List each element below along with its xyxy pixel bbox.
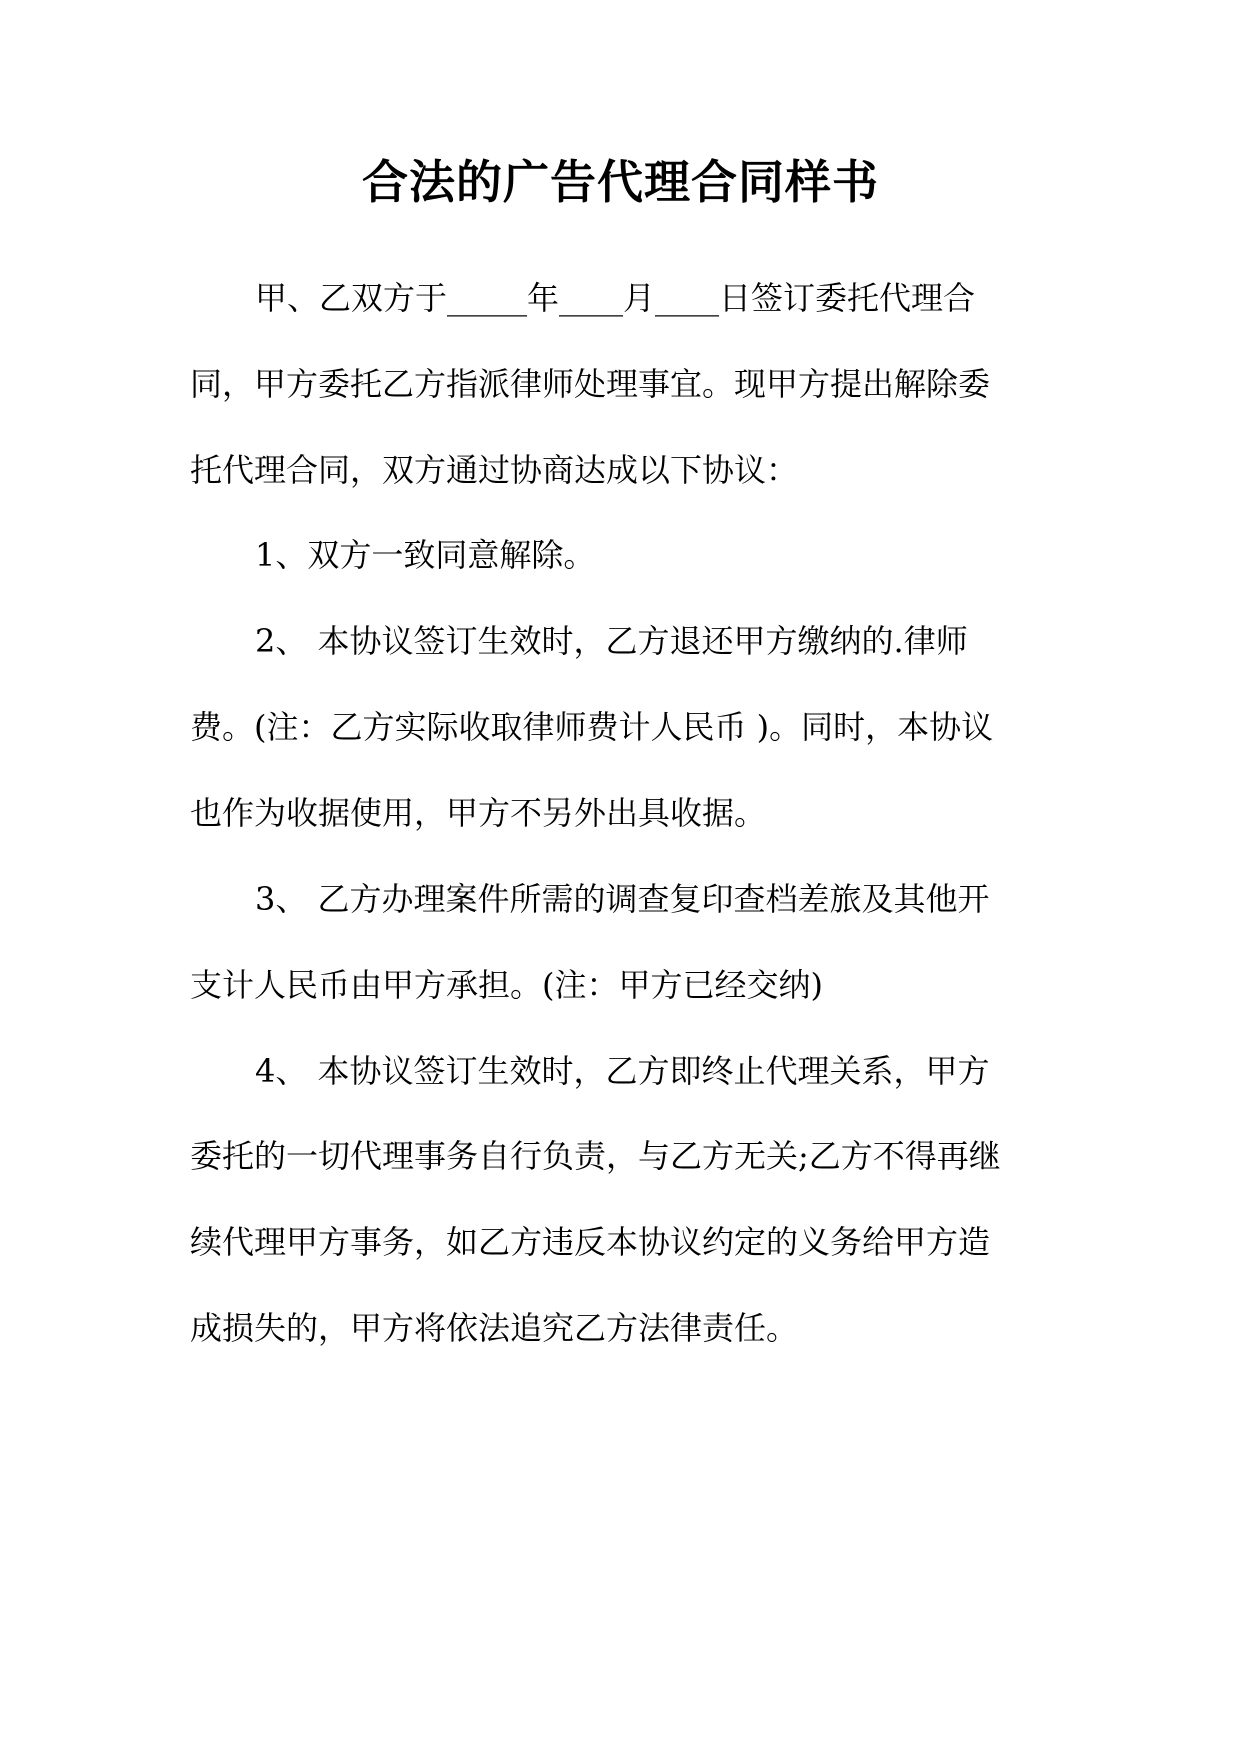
clause-4-line-1: 4、 本协议签订生效时，乙方即终止代理关系，甲方: [255, 1052, 990, 1090]
clause-2-line-3: 也作为收据使用，甲方不另外出具收据。: [190, 794, 767, 832]
clause-2-line-2: 费。(注：乙方实际收取律师费计人民币 )。同时，本协议: [190, 708, 994, 746]
clause-1-line-1: 1、双方一致同意解除。: [255, 536, 596, 574]
clause-4-line-4: 成损失的，甲方将依法追究乙方法律责任。: [190, 1309, 799, 1347]
paragraph-intro-line-3: 托代理合同，双方通过协商达成以下协议：: [190, 451, 799, 489]
document-title: 合法的广告代理合同样书: [362, 155, 879, 209]
clause-2-line-1: 2、 本协议签订生效时，乙方退还甲方缴纳的.律师: [255, 622, 968, 660]
clause-3-line-2: 支计人民币由甲方承担。(注：甲方已经交纳): [190, 966, 823, 1004]
clause-3-line-1: 3、 乙方办理案件所需的调查复印查档差旅及其他开: [255, 880, 990, 918]
clause-4-line-2: 委托的一切代理事务自行负责，与乙方无关;乙方不得再继: [190, 1137, 1001, 1175]
clause-4-line-3: 续代理甲方事务，如乙方违反本协议约定的义务给甲方造: [190, 1223, 991, 1261]
paragraph-intro-line-1: 甲、乙双方于_____年____月____日签订委托代理合: [255, 279, 976, 317]
paragraph-intro-line-2: 同，甲方委托乙方指派律师处理事宜。现甲方提出解除委: [190, 365, 991, 403]
